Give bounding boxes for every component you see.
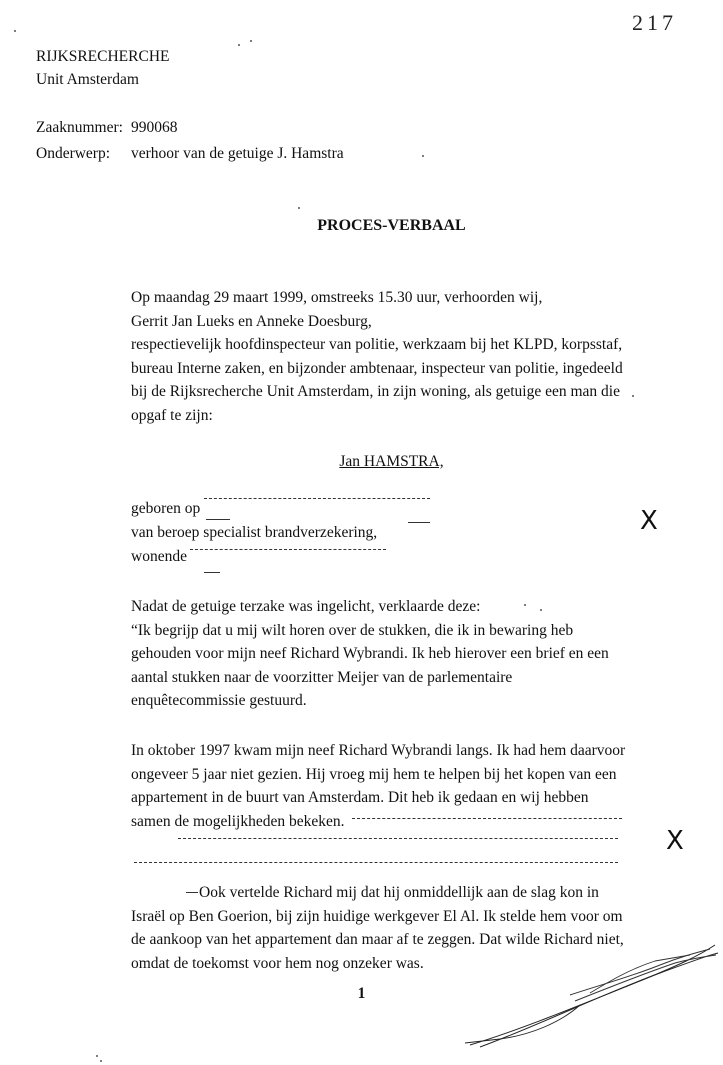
redaction-mark — [352, 818, 622, 819]
residence-label: wonende — [131, 548, 187, 565]
intro-line: Gerrit Jan Lueks en Anneke Doesburg, — [131, 312, 372, 330]
scan-speck — [14, 30, 16, 32]
profession: van beroep specialist brandverzekering, — [131, 524, 378, 541]
statement-line: ongeveer 5 jaar niet gezien. Hij vroeg mij hem te helpen bij het kopen van een — [131, 765, 617, 783]
born-label: geboren op — [131, 500, 201, 517]
case-number-value: 990068 — [131, 119, 178, 136]
margin-x-mark: X — [640, 506, 658, 536]
statement-line: aantal stukken naar de voorzitter Meijer van de parlementaire — [131, 668, 513, 686]
margin-x-mark: X — [666, 826, 684, 856]
intro-line: opgaf te zijn: — [131, 406, 213, 424]
statement-intro-paragraph — [131, 595, 651, 713]
statement-line: Nadat de getuige terzake was ingelicht, verklaarde deze: — [131, 598, 481, 615]
redaction-mark — [204, 572, 220, 573]
signature-scribble — [460, 935, 722, 1055]
redaction-mark — [408, 522, 430, 523]
scan-speck — [96, 1055, 98, 1057]
intro-paragraph — [131, 286, 651, 427]
statement-line: Israël op Ben Goerion, bij zijn huidige werkgever El Al. Ik stelde hem voor om — [131, 907, 623, 925]
statement-line: Ook vertelde Richard mij dat hij onmiddellijk aan de slag kon in — [199, 884, 599, 901]
statement-line: de aankoop van het appartement dan maar af te zeggen. Dat wilde Richard niet, — [131, 931, 624, 948]
intro-line: Op maandag 29 maart 1999, omstreeks 15.30 uur, verhoorden wij, — [131, 289, 543, 306]
subject-value: verhoor van de getuige J. Hamstra — [131, 145, 344, 162]
intro-line: bureau Interne zaken, en bijzonder ambtenaar, inspecteur van politie, ingedeeld — [131, 359, 623, 377]
statement-line: enquêtecommissie gestuurd. — [131, 692, 307, 709]
scan-speck — [250, 40, 252, 42]
case-number-label: Zaaknummer: — [36, 119, 123, 136]
statement-line: “Ik begrijp dat u mij wilt horen over de stukken, die ik in bewaring heb — [131, 621, 574, 639]
redaction-mark — [206, 519, 230, 520]
organization-unit: Unit Amsterdam — [36, 71, 139, 88]
statement-line: omdat de toekomst voor hem nog onzeker was. — [131, 954, 424, 972]
page-number-top: 217 — [632, 10, 677, 35]
statement-line: gehouden voor mijn neef Richard Wybrandi. Ik heb hierover een brief en een — [131, 645, 609, 662]
scan-speck — [632, 395, 634, 397]
statement-line: samen de mogelijkheden bekeken. — [131, 812, 345, 830]
intro-line: respectievelijk hoofdinspecteur van politie, werkzaam bij het KLPD, korpsstaf, — [131, 336, 623, 353]
page-number-footer: 1 — [357, 985, 366, 1002]
scan-speck — [238, 44, 240, 46]
redaction-mark — [178, 838, 618, 839]
subject-label: Onderwerp: — [36, 145, 111, 162]
scan-speck — [524, 604, 526, 606]
statement-line: appartement in de buurt van Amsterdam. Dit heb ik gedaan en wij hebben — [131, 789, 589, 806]
intro-line: bij de Rijksrecherche Unit Amsterdam, in zijn woning, als getuige een man die — [131, 383, 620, 400]
scan-speck — [540, 609, 542, 611]
scan-speck — [298, 207, 300, 209]
statement-line: In oktober 1997 kwam mijn neef Richard Wybrandi langs. Ik had hem daarvoor — [131, 742, 626, 759]
document-title: PROCES-VERBAAL — [317, 217, 466, 234]
scan-speck — [422, 155, 424, 157]
redaction-mark — [190, 549, 386, 550]
organization-name: RIJKSRECHERCHE — [36, 48, 170, 65]
witness-name: Jan HAMSTRA, — [339, 453, 444, 470]
redaction-mark — [134, 862, 618, 863]
scan-speck — [100, 1060, 102, 1062]
redaction-mark — [204, 498, 430, 499]
